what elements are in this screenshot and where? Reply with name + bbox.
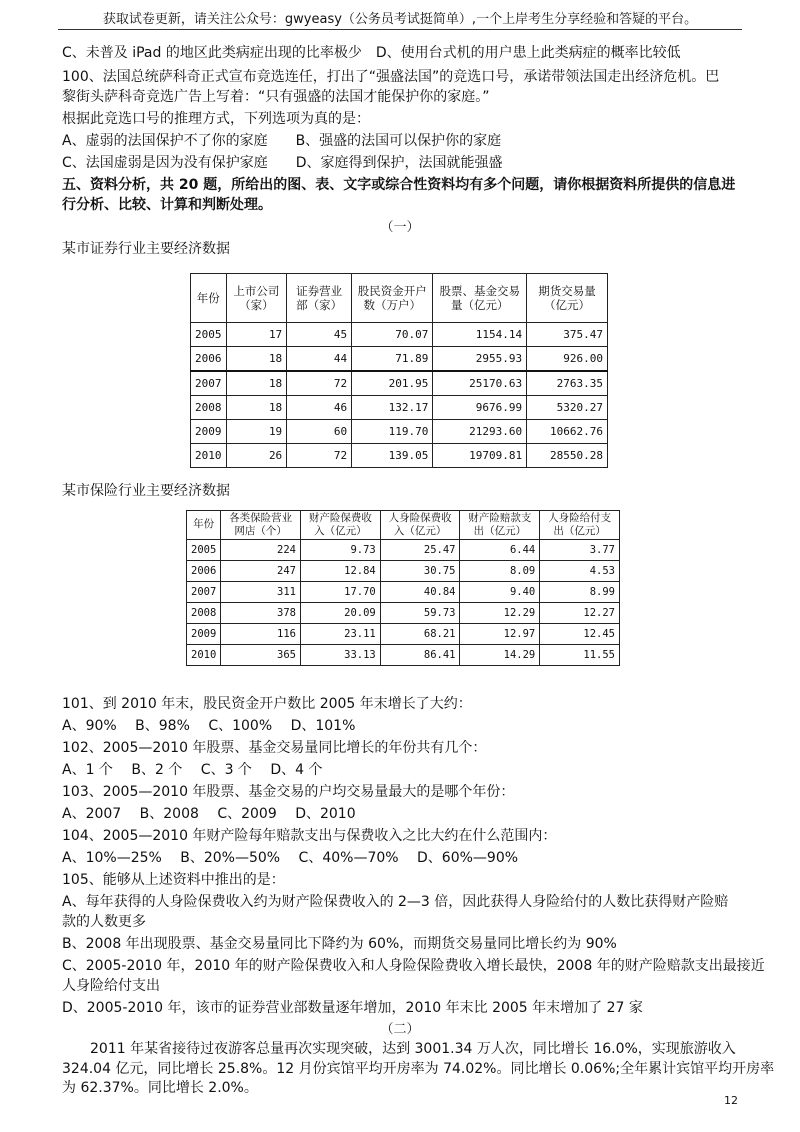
cell: 5320.27 (527, 396, 608, 420)
cell: 12.97 (460, 624, 540, 645)
cell: 18 (226, 371, 287, 396)
page-header: 获取试卷更新，请关注公众号：gwyeasy（公务员考试挺简单）,一个上岸考生分享经验和答疑的平台。 (102, 12, 698, 27)
col-header: 股票、基金交易量（亿元） (433, 274, 527, 323)
cell: 2006 (191, 347, 227, 372)
cell: 46 (287, 396, 352, 420)
question-102: 102、2005—2010 年股票、基金交易量同比增长的年份共有几个： (62, 740, 487, 756)
cell: 14.29 (460, 645, 540, 666)
cell: 45 (287, 323, 352, 347)
table-row (187, 624, 620, 645)
cell: 12.27 (540, 603, 620, 624)
col-header: 股民资金开户数（万户） (352, 274, 433, 323)
col-header: 期货交易量（亿元） (527, 274, 608, 323)
cell: 71.89 (352, 347, 433, 372)
cell: 86.41 (380, 645, 460, 666)
table1-title: 某市证券行业主要经济数据 (62, 241, 230, 257)
section-heading-cont: 行分析、比较、计算和判断处理。 (62, 197, 272, 213)
option-line: C、未普及 iPad 的地区此类病症出现的比率极少 D、使用台式机的用户患上此类病症的概率比较低 (62, 45, 681, 61)
col-header: 人身险保费收入（亿元） (380, 511, 460, 540)
question-stem: 根据此竞选口号的推理方式，下列选项为真的是： (62, 111, 370, 127)
cell: 26 (226, 444, 287, 468)
cell: 926.00 (527, 347, 608, 372)
cell: 132.17 (352, 396, 433, 420)
cell: 2010 (187, 645, 221, 666)
cell: 375.47 (527, 323, 608, 347)
question-100-cont: 黎街头萨科奇竞选广告上写着：“只有强盛的法国才能保护你的家庭。” (62, 89, 490, 105)
cell: 20.09 (300, 603, 380, 624)
options-102: A、1 个 B、2 个 C、3 个 D、4 个 (62, 762, 323, 778)
option-line: C、法国虚弱是因为没有保护家庭 D、家庭得到保护，法国就能强盛 (62, 155, 503, 171)
cell: 17.70 (300, 582, 380, 603)
table-row (187, 603, 620, 624)
cell: 12.29 (460, 603, 540, 624)
cell: 2763.35 (527, 371, 608, 396)
cell: 247 (221, 561, 301, 582)
cell: 8.09 (460, 561, 540, 582)
col-header: 财产险赔款支出（亿元） (460, 511, 540, 540)
cell: 68.21 (380, 624, 460, 645)
cell: 18 (226, 347, 287, 372)
option-line: A、虚弱的法国保护不了你的家庭 B、强盛的法国可以保护你的家庭 (62, 133, 502, 149)
cell: 2005 (191, 323, 227, 347)
cell: 6.44 (460, 540, 540, 561)
cell: 11.55 (540, 645, 620, 666)
cell: 33.13 (300, 645, 380, 666)
cell: 9.73 (300, 540, 380, 561)
question-103: 103、2005—2010 年股票、基金交易的户均交易量最大的是哪个年份： (62, 784, 515, 800)
cell: 2007 (191, 371, 227, 396)
cell: 44 (287, 347, 352, 372)
cell: 40.84 (380, 582, 460, 603)
cell: 2007 (187, 582, 221, 603)
option-105-a: A、每年获得的人身险保费收入约为财产险保费收入的 2—3 倍，因此获得人身险给付的人数比获得财产险赔 (62, 894, 729, 910)
cell: 19 (226, 420, 287, 444)
cell: 17 (226, 323, 287, 347)
question-105: 105、能够从上述资料中推出的是： (62, 872, 285, 888)
part-label: （一） (380, 220, 420, 235)
question-101: 101、到 2010 年末，股民资金开户数比 2005 年末增长了大约： (62, 696, 472, 712)
option-105-c: C、2005-2010 年，2010 年的财产险保费收入和人身险保险费收入增长最快，2008 年的财产险赔款支出最接近 (62, 958, 765, 974)
cell: 25170.63 (433, 371, 527, 396)
cell: 378 (221, 603, 301, 624)
col-header: 上市公司（家） (226, 274, 287, 323)
table-row (191, 323, 608, 347)
option-105-c-cont: 人身险给付支出 (62, 978, 160, 994)
options-101: A、90% B、98% C、100% D、101% (62, 718, 356, 734)
question-104: 104、2005—2010 年财产险每年赔款支出与保费收入之比大约在什么范围内： (62, 828, 557, 844)
cell: 60 (287, 420, 352, 444)
options-104: A、10%—25% B、20%—50% C、40%—70% D、60%—90% (62, 850, 519, 866)
col-header: 人身险给付支出（亿元） (540, 511, 620, 540)
table-row (191, 396, 608, 420)
header-divider (58, 29, 742, 30)
option-105-a-cont: 款的人数更多 (62, 914, 146, 930)
cell: 19709.81 (433, 444, 527, 468)
cell: 3.77 (540, 540, 620, 561)
cell: 2008 (187, 603, 221, 624)
cell: 9676.99 (433, 396, 527, 420)
table-row (187, 540, 620, 561)
table-row (187, 645, 620, 666)
cell: 28550.28 (527, 444, 608, 468)
option-105-d: D、2005-2010 年，该市的证券营业部数量逐年增加，2010 年末比 2005 年末增加了 27 家 (62, 1000, 643, 1016)
cell: 10662.76 (527, 420, 608, 444)
table-row (191, 371, 608, 396)
securities-table (190, 273, 608, 468)
cell: 25.47 (380, 540, 460, 561)
col-header: 年份 (187, 511, 221, 540)
cell: 9.40 (460, 582, 540, 603)
cell: 12.84 (300, 561, 380, 582)
cell: 18 (226, 396, 287, 420)
table-row (187, 582, 620, 603)
cell: 2009 (187, 624, 221, 645)
question-100: 100、法国总统萨科奇正式宣布竞选连任，打出了“强盛法国”的竞选口号，承诺带领法国走出经济危机。巴 (62, 69, 720, 85)
cell: 1154.14 (433, 323, 527, 347)
table2-title: 某市保险行业主要经济数据 (62, 483, 230, 499)
paragraph-line: 2011 年某省接待过夜游客总量再次实现突破，达到 3001.34 万人次，同比增长 16.0%，实现旅游收入 (90, 1041, 736, 1057)
table-row (191, 347, 608, 372)
cell: 2009 (191, 420, 227, 444)
cell: 8.99 (540, 582, 620, 603)
page-number: 12 (724, 1094, 738, 1107)
cell: 21293.60 (433, 420, 527, 444)
insurance-table (186, 510, 620, 666)
col-header: 财产险保费收入（亿元） (300, 511, 380, 540)
cell: 2006 (187, 561, 221, 582)
paragraph-line: 为 62.37%。同比增长 2.0%。 (62, 1080, 258, 1096)
option-105-b: B、2008 年出现股票、基金交易量同比下降约为 60%，而期货交易量同比增长约为 90% (62, 936, 617, 952)
cell: 70.07 (352, 323, 433, 347)
cell: 72 (287, 444, 352, 468)
cell: 2010 (191, 444, 227, 468)
cell: 224 (221, 540, 301, 561)
cell: 2008 (191, 396, 227, 420)
cell: 2005 (187, 540, 221, 561)
cell: 23.11 (300, 624, 380, 645)
table-row (191, 444, 608, 468)
cell: 2955.93 (433, 347, 527, 372)
cell: 72 (287, 371, 352, 396)
table-row (191, 420, 608, 444)
cell: 311 (221, 582, 301, 603)
part-label: （二） (380, 1022, 420, 1037)
cell: 139.05 (352, 444, 433, 468)
cell: 119.70 (352, 420, 433, 444)
cell: 365 (221, 645, 301, 666)
table-row (187, 561, 620, 582)
col-header: 各类保险营业网店（个） (221, 511, 301, 540)
col-header: 证券营业部（家） (287, 274, 352, 323)
cell: 201.95 (352, 371, 433, 396)
cell: 4.53 (540, 561, 620, 582)
paragraph-line: 324.04 亿元，同比增长 25.8%。12 月份宾馆平均开房率为 74.02%。同比增长 0.06%;全年累计宾馆平均开房率 (62, 1061, 775, 1077)
options-103: A、2007 B、2008 C、2009 D、2010 (62, 806, 356, 822)
cell: 59.73 (380, 603, 460, 624)
cell: 30.75 (380, 561, 460, 582)
section-heading: 五、资料分析，共 20 题，所给出的图、表、文字或综合性资料均有多个问题，请你根据资料所提供的信息进 (62, 177, 736, 193)
cell: 12.45 (540, 624, 620, 645)
col-header: 年份 (191, 274, 227, 323)
cell: 116 (221, 624, 301, 645)
